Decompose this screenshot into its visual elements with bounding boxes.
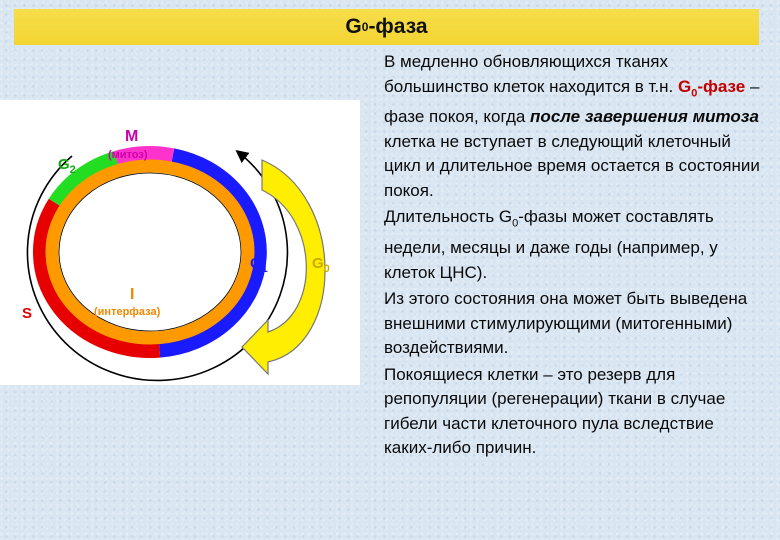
m-label: М (125, 128, 139, 145)
s-label: S (22, 305, 33, 322)
title-rest: -фаза (368, 15, 428, 38)
mitosis-label: (митоз) (108, 149, 148, 161)
description-text (384, 50, 764, 463)
title-sub: 0 (361, 20, 369, 34)
i-label: I (130, 286, 135, 303)
outer-ring (40, 153, 260, 351)
g1-label: $G_1$ (250, 255, 268, 275)
cell-cycle-diagram (0, 100, 360, 385)
paragraph-2: Длительность $G_0$-фазы может составлять недели, месяцы и даже годы (например, у клеток ЦНС). (384, 207, 718, 282)
paragraph-3: Из этого состояния она может быть выведена внешними стимулирующими (митогенными) воздействиями. (384, 289, 748, 358)
g2-label: $G_2$ (58, 156, 76, 176)
slide-title (14, 9, 759, 45)
g0-phase-highlight: $G_0$-фазе (677, 76, 746, 99)
g0-label: $G_0$ (312, 255, 330, 275)
paragraph-1: В медленно обновляющихся тканях большинство клеток находится в т.н. $G_0$-фазе – фазе покоя, когда после завершения митоза клетка не вступает в следующий клеточный цикл и длительное время остается в состоянии покоя. (384, 52, 760, 200)
cell-cycle-svg (0, 100, 360, 385)
interphase-label: (интерфаза) (94, 306, 161, 318)
paragraph-4: Покоящиеся клетки – это резерв для репопуляции (регенерации) ткани в случае гибели части клеточного пула вследствие каких-либо причин. (384, 364, 726, 458)
title-main: G (345, 15, 362, 38)
